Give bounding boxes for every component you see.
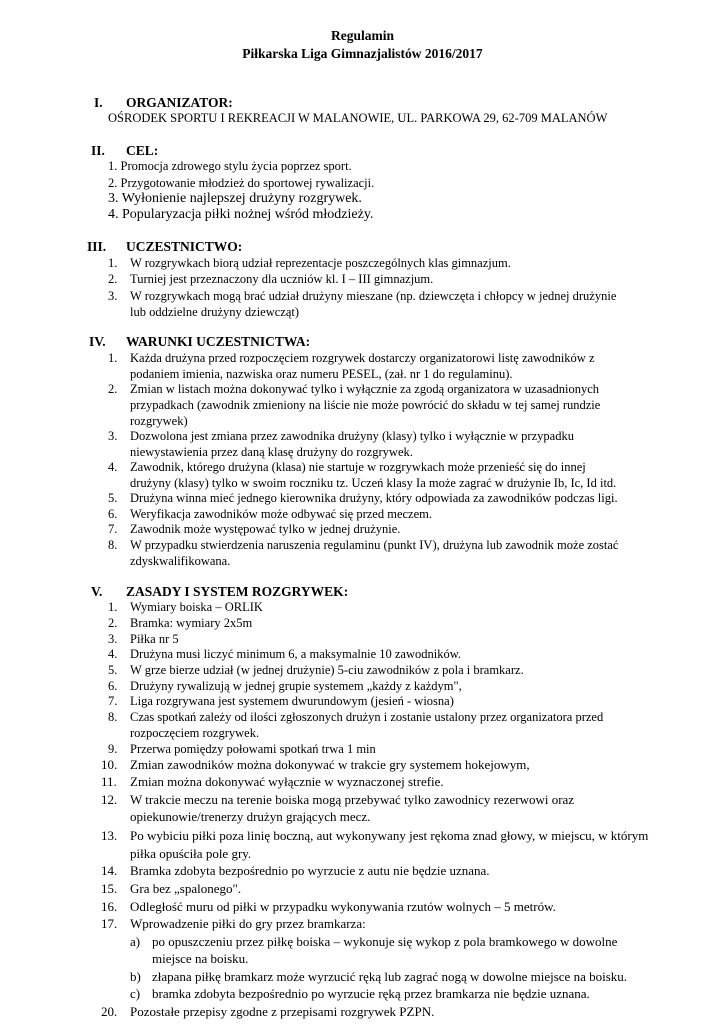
section-number: IV. xyxy=(89,334,106,349)
section-number: II. xyxy=(91,143,105,158)
section-heading: ORGANIZATOR: xyxy=(126,95,233,110)
section-heading: CEL: xyxy=(126,143,159,158)
sub-item-letter: b) xyxy=(130,968,141,984)
list-item: Piłka nr 5 xyxy=(130,632,179,646)
section-heading: WARUNKI UCZESTNICTWA: xyxy=(126,334,311,349)
list-item-continuation: rozpoczęciem rozgrywek. xyxy=(130,726,260,740)
list-item: 3. Wyłonienie najlepszej drużyny rozgrywek. xyxy=(108,191,362,206)
item-number: 1. xyxy=(108,351,118,365)
document-title: Regulamin xyxy=(330,28,394,43)
list-item: Dozwolona jest zmiana przez zawodnika drużyny (klasy) tylko i wyłącznie w przypadku xyxy=(130,429,574,443)
sub-item: po opuszczeniu przez piłkę boiska – wykonuje się wykop z pola bramkowego w dowolne xyxy=(152,933,618,949)
item-number: 15. xyxy=(101,880,118,896)
list-item-continuation: rozgrywek) xyxy=(130,414,188,428)
list-item-continuation: lub oddzielne drużyny dziewcząt) xyxy=(130,305,300,319)
list-item: Gra bez „spalonego". xyxy=(130,880,242,896)
item-number: 9. xyxy=(108,742,118,756)
list-item: Zmian można dokonywać wyłącznie w wyznaczonej strefie. xyxy=(130,773,444,789)
item-number: 10. xyxy=(101,757,118,772)
item-number: 13. xyxy=(101,828,118,844)
list-item: Zawodnik, którego drużyna (klasa) nie startuje w rozgrywkach może przenieść się do innej xyxy=(130,460,586,474)
sub-item-letter: a) xyxy=(130,933,141,949)
list-item: Turniej jest przeznaczony dla uczniów kl. I – III gimnazjum. xyxy=(130,272,434,286)
list-item: Bramka: wymiary 2x5m xyxy=(130,616,253,630)
item-number: 12. xyxy=(101,792,118,808)
list-item: Zmian zawodników można dokonywać w trakcie gry systemem hokejowym, xyxy=(130,757,530,772)
section-heading: ZASADY I SYSTEM ROZGRYWEK: xyxy=(126,584,349,599)
sub-item-continuation: miejsce na boisku. xyxy=(152,951,249,967)
item-number: 4. xyxy=(108,647,118,661)
item-number: 7. xyxy=(108,522,118,536)
item-number: 17. xyxy=(101,916,118,932)
sub-item: bramka zdobyta bezpośrednio po wyrzucie ręką przez bramkarza nie będzie uznana. xyxy=(152,986,590,1002)
item-number: 3. xyxy=(108,632,118,646)
list-item-continuation: przypadkach (zawodnik zmieniony na liście nie może powrócić do składu w tej samej rundzie xyxy=(130,398,601,412)
list-item: W rozgrywkach mogą brać udział drużyny mieszane (np. dziewczęta i chłopcy w jednej drużynie xyxy=(130,289,617,303)
item-number: 6. xyxy=(108,507,118,521)
list-item: Odległość muru od piłki w przypadku wykonywania rzutów wolnych – 5 metrów. xyxy=(130,898,556,914)
list-item: W przypadku stwierdzenia naruszenia regulaminu (punkt IV), drużyna lub zawodnik może zostać xyxy=(130,538,619,552)
list-item-continuation: piłka opuściła pole gry. xyxy=(130,845,252,861)
item-number: 2. xyxy=(108,272,118,286)
item-number: 14. xyxy=(101,863,118,879)
item-number: 5. xyxy=(108,491,118,505)
list-item: Wprowadzenie piłki do gry przez bramkarza: xyxy=(130,916,366,932)
list-item: W grze bierze udział (w jednej drużynie) 5-ciu zawodników z pola i bramkarz. xyxy=(130,663,524,677)
list-item-continuation: niewystawienia przez daną klasę drużyny do rozgrywek. xyxy=(130,445,413,459)
sub-item-letter: c) xyxy=(130,986,141,1002)
list-item: 4. Popularyzacja piłki nożnej wśród młodzieży. xyxy=(108,207,374,222)
item-number: 6. xyxy=(108,679,118,693)
list-item-continuation: drużyny (klasy) tylko w swoim roczniku tz. Uczeń klasy Ia może zagrać w drużynie Ib, Ic, Id itd. xyxy=(130,476,617,490)
item-number: 3. xyxy=(108,429,118,443)
item-number: 11. xyxy=(101,773,117,789)
item-number: 8. xyxy=(108,710,118,724)
list-item: Pozostałe przepisy zgodne z przepisami rozgrywek PZPN. xyxy=(130,1004,435,1019)
list-item: Weryfikacja zawodników może odbywać się przed meczem. xyxy=(130,507,432,521)
list-item: 1. Promocja zdrowego stylu życia poprzez sport. xyxy=(108,159,352,173)
item-number: 1. xyxy=(108,600,118,614)
item-number: 2. xyxy=(108,616,118,630)
list-item: Drużyna musi liczyć minimum 6, a maksymalnie 10 zawodników. xyxy=(130,647,462,661)
list-item: Bramka zdobyta bezpośrednio po wyrzucie z autu nie będzie uznana. xyxy=(130,863,490,879)
item-number: 16. xyxy=(101,898,118,914)
item-number: 1. xyxy=(108,256,118,270)
list-item: Zawodnik może występować tylko w jednej drużynie. xyxy=(130,522,401,536)
organizer-text: OŚRODEK SPORTU I REKREACJI W MALANOWIE, UL. PARKOWA 29, 62-709 MALANÓW xyxy=(108,111,608,125)
list-item-continuation: zdyskwalifikowana. xyxy=(130,554,231,568)
section-number: V. xyxy=(91,584,103,599)
list-item: Przerwa pomiędzy połowami spotkań trwa 1 min xyxy=(130,742,376,756)
list-item: Drużyna winna mieć jednego kierownika drużyny, który odpowiada za zawodników podczas ligi. xyxy=(130,491,618,505)
section-number: III. xyxy=(87,239,107,254)
list-item: W rozgrywkach biorą udział reprezentacje poszczególnych klas gimnazjum. xyxy=(130,256,511,270)
item-number: 3. xyxy=(108,289,118,303)
list-item: Każda drużyna przed rozpoczęciem rozgrywek dostarczy organizatorowi listę zawodników z xyxy=(130,351,595,365)
item-number: 7. xyxy=(108,694,118,708)
list-item-continuation: podaniem imienia, nazwiska oraz numeru PESEL, (zał. nr 1 do regulaminu). xyxy=(130,367,513,381)
sub-item: złapana piłkę bramkarz może wyrzucić ręką lub zagrać nogą w dowolne miejsce na boisku. xyxy=(152,968,628,984)
list-item: Liga rozgrywana jest systemem dwurundowym (jesień - wiosna) xyxy=(130,694,454,708)
list-item: W trakcie meczu na terenie boiska mogą przebywać tylko zawodnicy rezerwowi oraz xyxy=(130,792,575,808)
item-number: 2. xyxy=(108,382,118,396)
item-number: 4. xyxy=(108,460,118,474)
section-number: I. xyxy=(94,95,103,110)
section-heading: UCZESTNICTWO: xyxy=(126,239,243,254)
item-number: 20. xyxy=(101,1004,118,1019)
list-item: Drużyny rywalizują w jednej grupie systemem „każdy z każdym", xyxy=(130,679,462,693)
list-item-continuation: opiekunowie/trenerzy drużyn grających mecz. xyxy=(130,808,371,824)
document-subtitle: Piłkarska Liga Gimnazjalistów 2016/2017 xyxy=(242,46,483,61)
item-number: 8. xyxy=(108,538,118,552)
list-item: Czas spotkań zależy od ilości zgłoszonych drużyn i zostanie ustalony przez organizatora przed xyxy=(130,710,604,724)
list-item: Wymiary boiska – ORLIK xyxy=(130,600,263,614)
list-item: Zmian w listach można dokonywać tylko i wyłącznie za zgodą organizatora w uzasadnionych xyxy=(130,382,600,396)
item-number: 5. xyxy=(108,663,118,677)
list-item: Po wybiciu piłki poza linię boczną, aut wykonywany jest rękoma znad głowy, w miejscu, w którym xyxy=(130,828,649,844)
list-item: 2. Przygotowanie młodzież do sportowej rywalizacji. xyxy=(108,176,375,190)
